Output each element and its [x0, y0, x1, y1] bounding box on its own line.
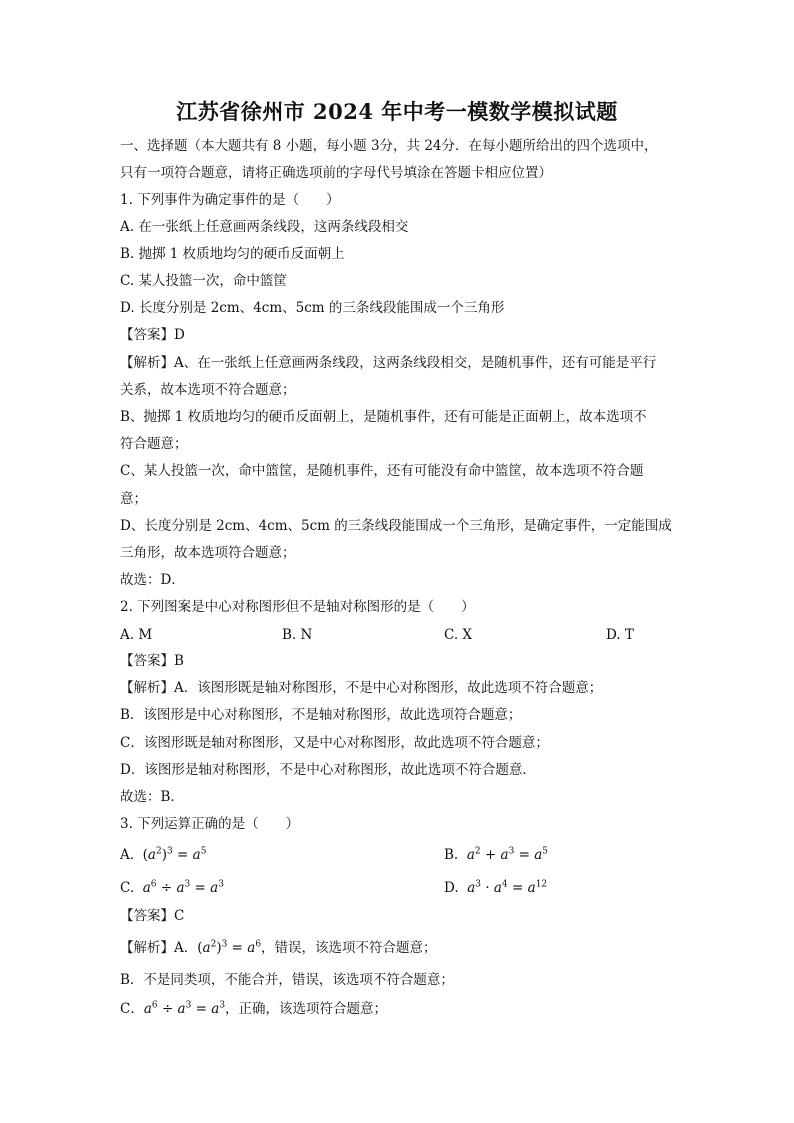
q3-option-a-label: A. [120, 847, 135, 863]
page-title: 江苏省徐州市 2024 年中考一模数学模拟试题 [176, 99, 618, 124]
q3-option-a-formula: $(a^2)^3 = a^5$ [142, 846, 207, 863]
q3-option-b [444, 846, 548, 864]
q1-option-a: A. 在一张纸上任意画两条线段，这两条线段相交 [120, 219, 409, 235]
q2-option-d: D. T [606, 627, 634, 643]
q2-stem: 2. 下列图案是中心对称图形但不是轴对称图形的是（ ） [120, 599, 475, 615]
q3-option-b-label: B. [444, 847, 459, 863]
q3-option-c-label: C. [120, 880, 135, 896]
q1-analysis-line: C、某人投篮一次，命中篮筐，是随机事件，还有可能没有命中篮筐，故本选项不符合题 [120, 463, 644, 479]
q1-analysis-line: 关系，故本选项不符合题意； [120, 382, 296, 398]
q2-analysis-line: 【解析】A．该图形既是轴对称图形，不是中心对称图形，故此选项不符合题意； [120, 680, 603, 696]
q1-option-d: D. 长度分别是 2cm、4cm、5cm 的三条线段能围成一个三角形 [120, 300, 505, 316]
q3-stem: 3. 下列运算正确的是（ ） [120, 816, 300, 832]
q3-answer: 【答案】C [120, 908, 185, 924]
q2-analysis-line: B．该图形是中心对称图形，不是轴对称图形，故此选项符合题意； [120, 707, 522, 723]
q1-analysis-line: 意； [120, 491, 147, 507]
q1-analysis-line: D、长度分别是 2cm、4cm、5cm 的三条线段能围成一个三角形，是确定事件，一定能围成 [120, 518, 672, 534]
q3-option-d [444, 879, 547, 897]
q1-analysis-line: 故选：D． [120, 572, 185, 588]
q3-option-c-formula: $a^6 \div a^3 = a^3$ [142, 879, 224, 896]
q2-option-c: C. X [444, 627, 473, 643]
q3-analysis-c: C．$a^6 \div a^3 = a^3$，正确，该选项符合题意； [120, 1000, 388, 1017]
q3-option-b-formula: $a^2 + a^3 = a^5$ [466, 846, 549, 863]
q1-analysis-line: 【解析】A、在一张纸上任意画两条线段，这两条线段相交，是随机事件，还有可能是平行 [120, 355, 657, 371]
q3-option-d-formula: $a^3 \cdot a^4 = a^{12}$ [467, 879, 548, 896]
q3-analysis-b: B．不是同类项，不能合并，错误，该选项不符合题意； [120, 972, 454, 988]
q1-stem: 1. 下列事件为确定事件的是（ ） [120, 192, 340, 208]
q1-option-b: B. 抛掷 1 枚质地均匀的硬币反面朝上 [120, 246, 345, 262]
q2-option-a: A. M [120, 627, 153, 643]
q1-analysis-line: 三角形，故本选项符合题意； [120, 545, 296, 561]
section-instructions-line-1: 一、选择题（本大题共有 8 小题，每小题 3分，共 24分．在每小题所给出的四个选项中， [120, 138, 658, 154]
q2-analysis-line: 故选：B． [120, 789, 184, 805]
section-instructions-line-2: 只有一项符合题意，请将正确选项前的字母代号填涂在答题卡相应位置） [120, 165, 552, 181]
q3-analysis-a: 【解析】A．$(a^2)^3 = a^6$，错误，该选项不符合题意； [120, 939, 437, 956]
q2-answer: 【答案】B [120, 653, 184, 669]
q3-option-d-label: D. [444, 880, 459, 896]
q1-answer: 【答案】D [120, 327, 185, 343]
q1-analysis-line: 符合题意； [120, 436, 188, 452]
q1-option-c: C. 某人投篮一次，命中篮筐 [120, 273, 287, 289]
q2-option-b: B. N [282, 627, 313, 643]
q2-analysis-line: D．该图形是轴对称图形，不是中心对称图形，故此选项不符合题意． [120, 762, 536, 778]
q1-analysis-line: B、抛掷 1 枚质地均匀的硬币反面朝上，是随机事件，还有可能是正面朝上，故本选项不 [120, 409, 647, 425]
q3-option-a [120, 846, 206, 864]
q3-option-c [120, 879, 224, 897]
q2-analysis-line: C．该图形既是轴对称图形，又是中心对称图形，故此选项不符合题意； [120, 735, 549, 751]
